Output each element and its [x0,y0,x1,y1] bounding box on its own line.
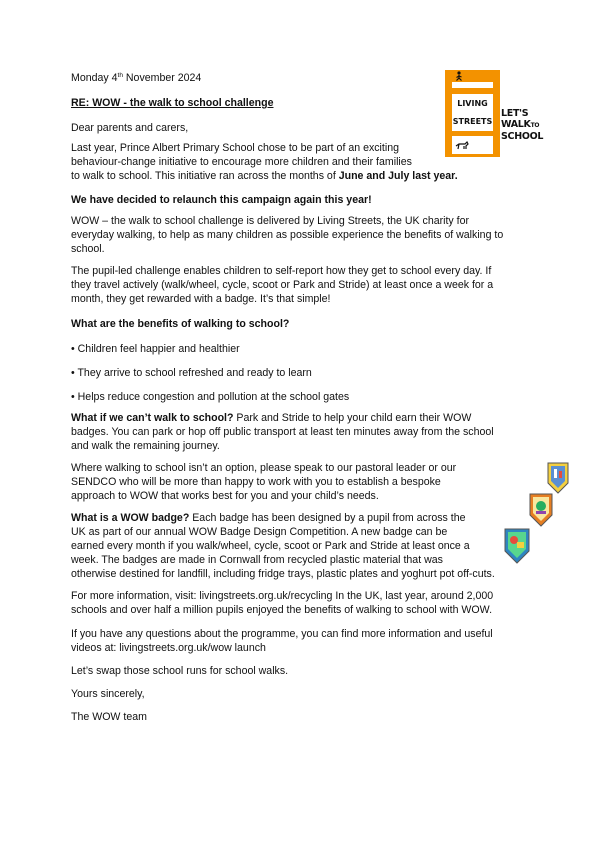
p4-line-1 [71,412,471,425]
benefit-item: • Children feel happier and healthier [71,343,240,355]
letter-date [71,72,201,85]
p1-line-3-bold: June and July last year. [338,170,458,182]
letter-signoff: Yours sincerely, [71,688,145,700]
p4-line-3: and walk the remaining journey. [71,440,220,452]
tagline-line-1: LET'S [501,108,529,119]
p7-line-2: schools and over half a million pupils enjoyed the benefits of walking to school with WOW. [71,604,493,616]
p7-line-1: For more information, visit: livingstreets.org.uk/recycling In the UK, last year, around 2,000 [71,590,494,602]
p6-line-3: earned every month if you walk/wheel, cycle, scoot or Park and Stride at least once a [71,540,470,552]
p6-line-4: week. The badges are made in Cornwall from recycled plastic material that was [71,554,443,566]
benefits-heading: What are the benefits of walking to school? [71,318,290,330]
logo-word-living: LIVING [452,94,493,113]
p1-line-2: behaviour-change initiative to encourage more children and their families [71,156,412,168]
p2-line-3: school. [71,243,105,255]
p3-line-2: they travel actively (walk/wheel, cycle, scoot or Park and Stride) at least once a week for a [71,279,494,291]
p6-line-2: UK as part of our annual WOW Badge Design Competition. A new badge can be [71,526,448,538]
dog-figure-icon [455,140,469,150]
p8-line-2: videos at: livingstreets.org.uk/wow launch [71,642,266,654]
benefit-item: • Helps reduce congestion and pollution at the school gates [71,391,350,403]
p4-text: Park and Stride to help your child earn their WOW [233,412,472,424]
walk-badge-icon [545,461,571,495]
p4-line-2: badges. You can park or hop off public transport at least ten minutes away from the school [71,426,494,438]
logo-word-streets: STREETS [452,112,493,131]
date-day: Monday 4 [71,72,118,84]
p5-line-1: Where walking to school isn’t an option, please speak to our pastoral leader or our [71,462,457,474]
letter-signature: The WOW team [71,711,147,723]
date-suffix: th [117,72,123,79]
relaunch-heading: We have decided to relaunch this campaign again this year! [71,194,372,206]
benefit-item: • They arrive to school refreshed and ready to learn [71,367,312,379]
living-streets-logo [445,70,500,157]
p3-line-3: month, they get rewarded with a badge. It’s that simple! [71,293,331,305]
tagline-walk: WALK [501,119,531,130]
p6-line-5: otherwise destined for landfill, including fridge trays, plastic plates and yoghurt pot off-cuts. [71,568,495,580]
letter-greeting: Dear parents and carers, [71,122,189,134]
walk-badge-icon [502,527,532,565]
walking-figure-icon [453,71,465,81]
p5-line-3: approach to WOW that works best for you and your child’s needs. [71,490,379,502]
p6-bold: What is a WOW badge? [71,512,190,524]
p6-line-1 [71,512,466,525]
letter-subject: RE: WOW - the walk to school challenge [71,97,274,109]
p5-line-2: SENDCO who will be more than happy to work with you to establish a bespoke [71,476,441,488]
p6-text: Each badge has been designed by a pupil from across the [189,512,466,524]
p8-line-1: If you have any questions about the programme, you can find more information and useful [71,628,493,640]
p3-line-1: The pupil-led challenge enables children to self-report how they get to school every day. If [71,265,492,277]
tagline-to: TO [530,122,540,129]
p9-line: Let’s swap those school runs for school walks. [71,665,289,677]
p1-line-3 [71,170,458,183]
date-rest: November 2024 [122,72,202,84]
p4-bold: What if we can’t walk to school? [71,412,234,424]
p2-line-2: everyday walking, to help as many children as possible experience the benefits of walking to [71,229,504,241]
lets-walk-to-school-tagline [501,108,543,142]
p2-line-1: WOW – the walk to school challenge is delivered by Living Streets, the UK charity for [71,215,470,227]
tagline-line-2 [501,119,543,131]
walk-badge-icon [527,492,555,528]
logo-gap [452,82,493,88]
tagline-line-3: SCHOOL [501,131,544,142]
p1-line-1: Last year, Prince Albert Primary School chose to be part of an exciting [71,142,399,154]
p1-line-3-text: to walk to school. This initiative ran across the months of [71,170,339,182]
